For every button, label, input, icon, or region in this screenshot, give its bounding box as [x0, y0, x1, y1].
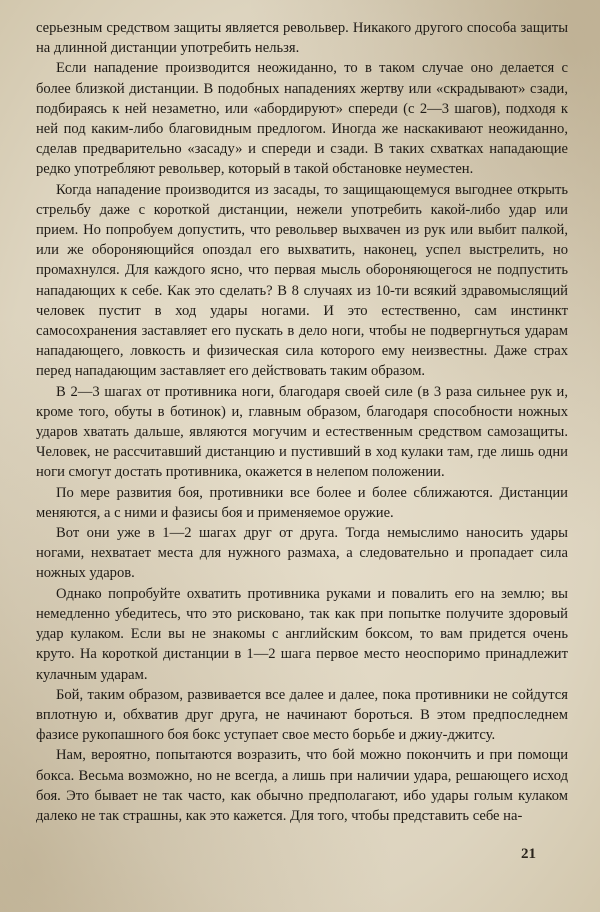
page-number: 21 — [521, 846, 536, 862]
paragraph-6: Вот они уже в 1—2 шагах друг от друга. Тогда немыслимо наносить удары ногами, нехватает места для нужного размаха, а следовательно и пропадает сила ножных ударов. — [36, 525, 568, 582]
body-text — [36, 18, 568, 826]
paragraph-7: Однако попробуйте охватить противника руками и повалить его на землю; вы немедленно убедитесь, что это рисковано, так как при попытке получите здоровый удар кулаком. Если вы не знакомы с английским боксом, то вам придется очень круто. На короткой дистанции в 1—2 шага первое место неоспоримо принадлежит кулачным ударам. — [36, 585, 568, 683]
paragraph-5: По мере развития боя, противники все более и более сближаются. Дистанции меняются, а с ними и фазисы боя и применяемое оружие. — [36, 484, 568, 521]
paragraph-3: Когда нападение производится из засады, то защищающемуся выгоднее открыть стрельбу даже с короткой дистанции, нежели употребить какой-либо удар или прием. Но попробуем допустить, что револьвер выхвачен из рук или выбит палкой, или же обороняющийся опоздал его выхватить, наконец, успел выстрелить, но промахнулся. Для каждого ясно, что первая мысль обороняющегося не подпустить нападающих к себе. Как это сделать? В 8 случаях из 10-ти всякий здравомыслящий человек пустит в ход удары ногами. И это естественно, сам инстинкт самосохранения заставляет его пускать в дело ноги, чтобы не подвергнуться ударам нападающего, ловкость и физическая сила которого ему неизвестны. Даже страх перед нападающим заставляет его действовать таким образом. — [36, 181, 568, 380]
paragraph-2: Если нападение производится неожиданно, то в таком случае оно делается с более близкой дистанции. В подобных нападениях жертву или «скрадывают» сзади, подбираясь к ней незаметно, или «абордируют» спереди (с 2—3 шагов), подходя к ней под каким-либо благовидным предлогом. Иногда же наскакивают неожиданно, сделав предварительно «засаду» и спереди и сзади. В таких схватках нападающие редко употребляют револьвер, который в такой обстановке неуместен. — [36, 60, 568, 178]
paragraph-1: серьезным средством защиты является револьвер. Никакого другого способа защиты на длинной дистанции употребить нельзя. — [36, 20, 568, 57]
paragraph-8: Бой, таким образом, развивается все далее и далее, пока противники не сойдутся вплотную и, обхватив друг друга, не начинают бороться. В этом предпоследнем фазисе рукопашного боя бокс уступает свое место борьбе и джиу-джитсу. — [36, 686, 568, 744]
paragraph-4: В 2—3 шагах от противника ноги, благодаря своей силе (в 3 раза сильнее рук и, кроме того, обуты в ботинок) и, главным образом, благодаря способности ножных ударов хватать дальше, являются могучим и естественным средством самозащиты. Человек, не рассчитавший дистанцию и пустивший в ход кулаки там, где лишь одни ноги смогут достать противника, окажется в нелепом положении. — [36, 383, 568, 481]
paragraph-9: Нам, вероятно, попытаются возразить, что бой можно покончить и при помощи бокса. Весьма возможно, но не всегда, а лишь при наличии удара, решающего исход боя. Это бывает не так часто, как обычно предполагают, ибо удары голым кулаком далеко не так страшны, как это кажется. Для того, чтобы представить себе на- — [36, 747, 568, 824]
